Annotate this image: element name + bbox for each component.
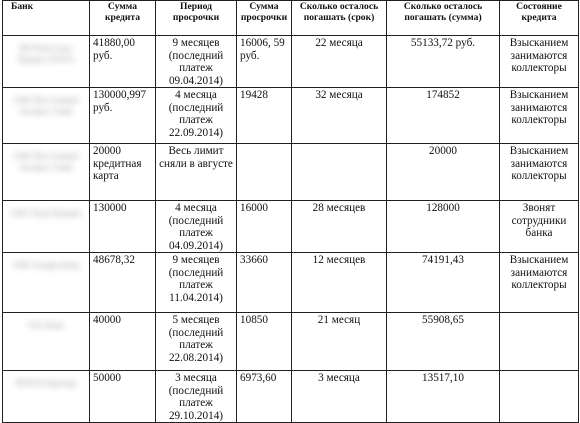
remaining-sum-cell: 20000 bbox=[387, 144, 500, 201]
period-cell: Весь лимит сняли в августе bbox=[156, 144, 237, 201]
amount-cell: 41880,00 руб. bbox=[90, 36, 156, 88]
bank-name-blurred: КБ Ренессанс Кредит (ООО) bbox=[18, 43, 74, 64]
table-row bbox=[3, 88, 579, 144]
remaining-term-cell: 32 месяца bbox=[292, 88, 387, 144]
overdue-cell: 16000 bbox=[237, 201, 292, 253]
remaining-sum-cell: 128000 bbox=[387, 201, 500, 253]
status-cell: Взысканием занимаются коллекторы bbox=[500, 144, 579, 201]
period-cell: 9 месяцев (последний платеж 09.04.2014) bbox=[156, 36, 237, 88]
status-cell bbox=[500, 371, 579, 423]
overdue-cell: 33660 bbox=[237, 253, 292, 313]
amount-cell: 50000 bbox=[90, 371, 156, 423]
bank-cell bbox=[3, 371, 90, 423]
header-remaining-term: Сколько осталось погашать (срок) bbox=[292, 1, 387, 36]
remaining-sum-cell: 174852 bbox=[387, 88, 500, 144]
header-remaining-sum: Сколько осталось погашать (сумма) bbox=[387, 1, 500, 36]
remaining-term-cell: 3 месяца bbox=[292, 371, 387, 423]
bank-cell bbox=[3, 144, 90, 201]
status-cell bbox=[500, 313, 579, 371]
credit-table bbox=[2, 0, 579, 423]
amount-cell: 130000 bbox=[90, 201, 156, 253]
status-cell: Звонят сотрудники банка bbox=[500, 201, 579, 253]
remaining-term-cell bbox=[292, 144, 387, 201]
bank-name-blurred: ОАО Альфа-Банк bbox=[12, 260, 80, 270]
period-cell: 5 месяцев (последний платеж 22.08.2014) bbox=[156, 313, 237, 371]
remaining-sum-cell: 13517,10 bbox=[387, 371, 500, 423]
table-row bbox=[3, 36, 579, 88]
amount-cell: 20000 кредитная карта bbox=[90, 144, 156, 201]
overdue-cell: 16006, 59 руб. bbox=[237, 36, 292, 88]
status-cell: Взысканием занимаются коллекторы bbox=[500, 253, 579, 313]
header-overdue: Сумма просрочки bbox=[237, 1, 292, 36]
remaining-sum-cell: 55133,72 руб. bbox=[387, 36, 500, 88]
bank-name-blurred: ОАО Восточный экспресс банк bbox=[14, 95, 78, 116]
period-cell: 9 месяцев (последний платеж 11.04.2014) bbox=[156, 253, 237, 313]
status-cell: Взысканием занимаются коллекторы bbox=[500, 36, 579, 88]
amount-cell: 40000 bbox=[90, 313, 156, 371]
overdue-cell: 19428 bbox=[237, 88, 292, 144]
status-cell: Взысканием занимаются коллекторы bbox=[500, 88, 579, 144]
amount-cell: 130000,997 руб. bbox=[90, 88, 156, 144]
header-status: Состояние кредита bbox=[500, 1, 579, 36]
table-header-row bbox=[3, 1, 579, 36]
bank-cell bbox=[3, 201, 90, 253]
overdue-cell bbox=[237, 144, 292, 201]
remaining-term-cell: 28 месяцев bbox=[292, 201, 387, 253]
header-amount: Сумма кредита bbox=[90, 1, 156, 36]
bank-name-blurred: Отп Банк bbox=[28, 320, 64, 330]
bank-name-blurred: ОАО Восточный экспресс банк bbox=[14, 151, 78, 172]
period-cell: 3 месяца (последний платеж 29.10.2014) bbox=[156, 371, 237, 423]
amount-cell: 48678,32 bbox=[90, 253, 156, 313]
bank-name-blurred: ВТБ24 Партнер bbox=[16, 378, 76, 388]
remaining-term-cell: 21 месяц bbox=[292, 313, 387, 371]
period-cell: 4 месяца (последний платеж 22.09.2014) bbox=[156, 88, 237, 144]
table-row bbox=[3, 201, 579, 253]
bank-name-blurred: ОАО Хоум Кредит bbox=[10, 208, 82, 218]
table-row bbox=[3, 144, 579, 201]
table-row bbox=[3, 313, 579, 371]
remaining-term-cell: 22 месяца bbox=[292, 36, 387, 88]
bank-cell bbox=[3, 36, 90, 88]
bank-cell bbox=[3, 253, 90, 313]
table-row bbox=[3, 371, 579, 423]
overdue-cell: 10850 bbox=[237, 313, 292, 371]
overdue-cell: 6973,60 bbox=[237, 371, 292, 423]
period-cell: 4 месяца (последний платеж 04.09.2014) bbox=[156, 201, 237, 253]
bank-cell bbox=[3, 88, 90, 144]
header-period: Период просрочки bbox=[156, 1, 237, 36]
remaining-term-cell: 12 месяцев bbox=[292, 253, 387, 313]
bank-cell bbox=[3, 313, 90, 371]
remaining-sum-cell: 74191,43 bbox=[387, 253, 500, 313]
remaining-sum-cell: 55908,65 bbox=[387, 313, 500, 371]
table-row bbox=[3, 253, 579, 313]
header-bank: Банк bbox=[3, 1, 90, 36]
